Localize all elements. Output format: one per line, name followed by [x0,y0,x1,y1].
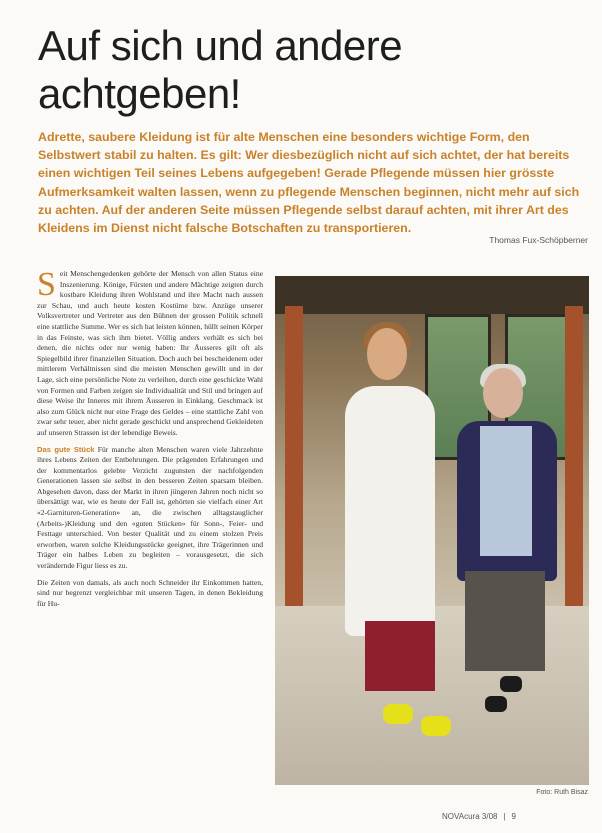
lead-paragraph: Adrette, saubere Kleidung ist für alte Menschen eine besonders wichtige Form, den Selbstwert stabil zu halten. Es gilt: Wer diesbezüglich nicht auf sich achtet, der hat bereits einen wichtigen Teil seines Lebens aufgegeben! Gerade Pflegende müssen hier grösste Aufmerksamkeit walten lassen, wenn zu pflegende Menschen beginnen, nicht mehr auf sich zu achten. Auf der anderen Seite müssen Pflegende selbst darauf achten, mit ihrer Art des Kleidens im Dienst nicht falsche Botschaften zu transportieren. [38,130,580,236]
body-paragraph-2: Das gute Stück Für manche alten Menschen waren viele Jahrzehnte ihres Lebens Zeiten der Entbehrungen. Die prägenden Erfahrungen und der kommentarlos gelebte Verzicht zugunsten der nachfolgenden Generationen lassen sie selbst in den besseren Zeiten sparsam bleiben. Abgesehen davon, dass der Markt in ihren jüngeren Jahren noch nicht so übersättigt war, wie es heute der Fall ist, gehörten sie vielfach einer Art «2-Garnituren-Generation» an, die zwischen alltagstauglicher (Arbeits-)Kleidung und den «guten Stücken» für Sonn-, Feier- und Festtage unterschied. Von bester Qualität und zu einem stolzen Preis erworben, waren solche Kleidungsstücke geeignet, ihre Trägerinnen und Träger ein halbes Leben zu begleiten – vorausgesetzt, die sich verändernde Figur liess es zu. [37,444,263,571]
section-subhead: Das gute Stück [37,444,95,454]
article-photo [275,276,589,785]
page-title: Auf sich und andere achtgeben! [38,22,403,117]
page-number: 9 [511,812,516,821]
body-paragraph-3: Die Zeiten von damals, als auch noch Schneider ihr Einkommen hatten, sind nur begrenzt vergleichbar mit unseren Tagen, in denen Bekleidung für Hu- [37,577,263,608]
magazine-issue: NOVAcura 3/08 [442,812,498,821]
author-byline: Thomas Fux-Schöpberner [489,235,588,245]
nurse-figure [345,386,435,636]
drop-cap: S [37,269,56,303]
photo-credit: Foto: Ruth Bisaz [536,789,588,796]
body-paragraph-1: Seit Menschengedenken gehörte der Mensch von allen Status eine Inszenierung. Könige, Fürsten und andere Mächtige zeigten durch kostbare Kleidung ihren Wohlstand und ihre Macht nach aussen zur Schau, und auch heute kosten Kostüme bzw. Anzüge unserer Volksvertreter und Vertreter aus den Bühnen der grossen Politik schnell eine stattliche Summe. Wer es sich hat leisten können, hüllt seinen Körper in das Feinste, was sich ihm bietet. Völlig anders verhält es sich bei denen, die nichts oder nur wenig haben: Ihr Äusseres gilt oft als Spiegelbild ihrer finanziellen Situation. Doch auch bei bescheidenem oder mittlerem Verhältnissen sind die meisten Menschen gewillt und in der Lage, sich eine persönliche Note zu verleihen, durch eine geschickte Wahl von Formen und Farben zeigen sie Individualität und Stil und bringen auf diese Weise ihr Inneres mit ihrem Äusseren in Einklang. Geschmack ist also zum Glück nicht nur eine Frage des Geldes – eine stattliche Zahl von zwar sehr teuer, aber nicht gerade geschickt und ansprechend Gekleideten auf unseren Strassen ist der lebendige Beweis. [37,269,263,437]
page-footer: NOVAcura 3/08 | 9 [442,812,516,821]
article-body-column [37,269,263,827]
